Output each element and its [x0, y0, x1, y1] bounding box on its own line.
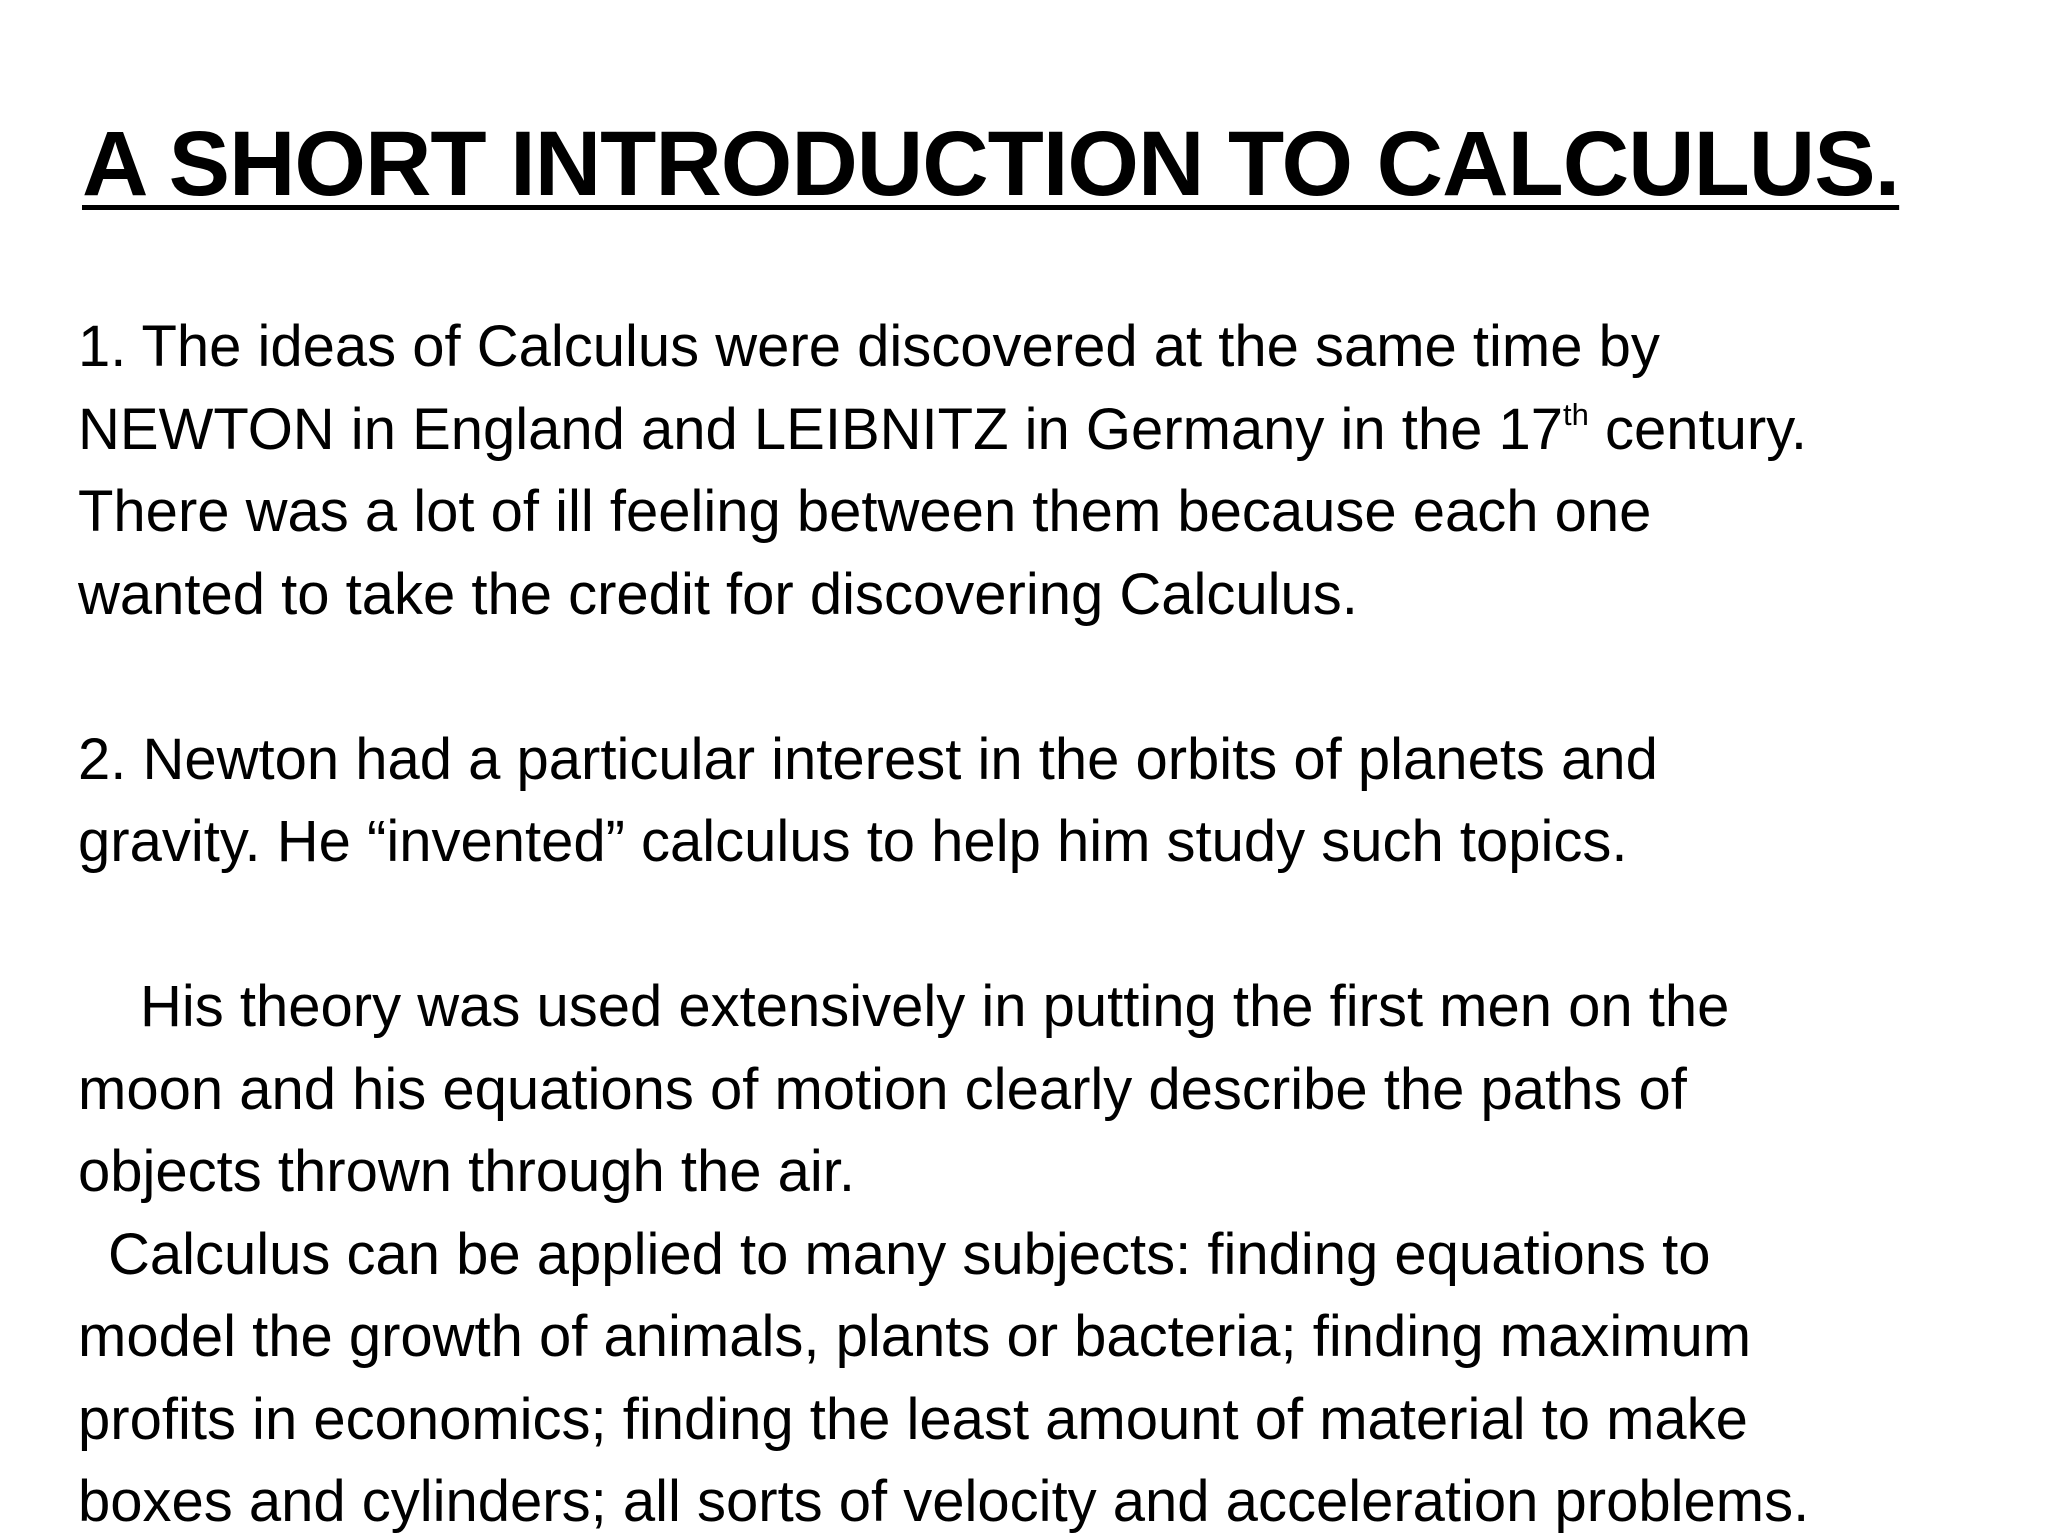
body-line: There was a lot of ill feeling between them because each one	[78, 479, 1652, 544]
body-text: century.	[1588, 396, 1808, 462]
body-line: moon and his equations of motion clearly describe the paths of	[78, 1056, 1687, 1122]
document-body	[78, 306, 1998, 1536]
body-line: His theory was used extensively in putting the first men on the	[140, 974, 1730, 1039]
paragraph-spacing	[78, 636, 1998, 719]
body-line: boxes and cylinders; all sorts of velocity and acceleration problems.	[78, 1469, 1810, 1534]
paragraph-history	[78, 306, 1998, 636]
body-line: profits in economics; finding the least amount of material to make	[78, 1386, 1748, 1452]
body-line: objects thrown through the air.	[78, 1139, 856, 1204]
paragraph-applications	[78, 1214, 1998, 1536]
paragraph-theory	[78, 966, 1998, 1214]
body-line-century	[78, 389, 1998, 472]
body-line: wanted to take the credit for discovering Calculus.	[78, 561, 1358, 627]
paragraph-spacing	[78, 884, 1998, 967]
body-line: 1. The ideas of Calculus were discovered at the same time by	[78, 314, 1660, 379]
body-text: NEWTON in England and LEIBNITZ in Germany in the 17	[78, 396, 1564, 462]
paragraph-newton	[78, 719, 1998, 884]
body-line: model the growth of animals, plants or bacteria; finding maximum	[78, 1304, 1752, 1369]
body-line: 2. Newton had a particular interest in the orbits of planets and	[78, 726, 1658, 792]
body-line: Calculus can be applied to many subjects: finding equations to	[108, 1221, 1711, 1287]
page-title: A SHORT INTRODUCTION TO CALCULUS.	[82, 113, 1900, 215]
body-line: gravity. He “invented” calculus to help him study such topics.	[78, 809, 1628, 874]
ordinal-superscript: th	[1563, 396, 1589, 432]
